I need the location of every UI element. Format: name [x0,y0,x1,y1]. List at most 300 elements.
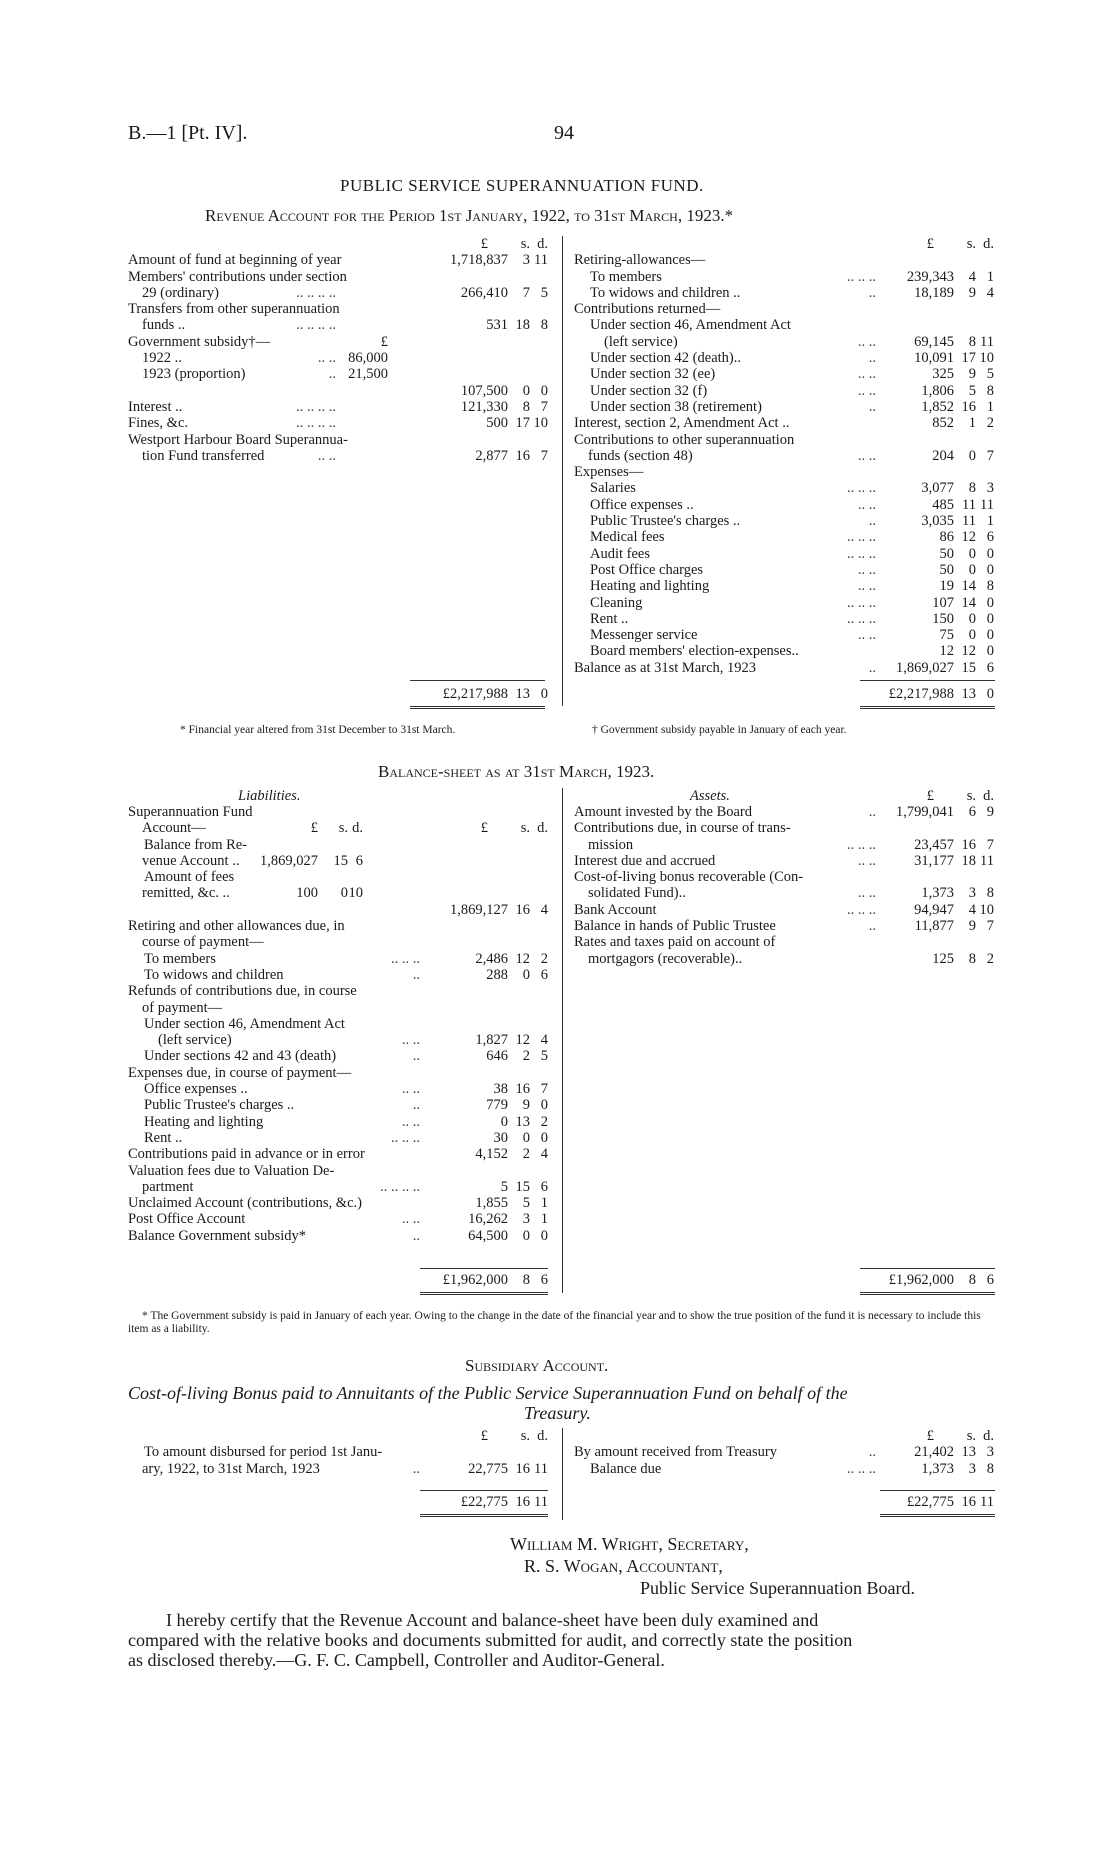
column-divider [562,236,563,706]
row-label: Account— [142,820,206,837]
liabilities-heading: Liabilities. [238,788,301,804]
table-row [128,285,548,301]
amount-shillings: 9 [968,366,976,383]
row-label: Amount of fund at beginning of year [128,252,342,269]
table-row [574,595,994,611]
table-row [574,317,994,333]
table-row [128,1163,548,1179]
amount-pence: 0 [986,545,994,562]
amount-pounds: 4,152 [475,1146,508,1163]
amount-pounds: 22,775 [468,1460,508,1477]
amount-shillings: 5 [522,1195,530,1212]
amount-pence: 6 [540,1178,548,1195]
amount-shillings: 18 [961,852,976,869]
table-row [574,804,994,820]
row-label: Post Office Account [128,1211,246,1228]
subtotal-value: 21,500 [348,366,388,383]
row-label: Office expenses .. [144,1081,248,1098]
leader-dots: .. .. [401,1211,420,1228]
table-row [128,415,548,431]
leader-dots: .. .. .. [391,1129,420,1146]
leader-dots: .. .. .. [847,1460,876,1477]
table-row [128,1211,548,1227]
rule [880,1490,995,1491]
amount-shillings: 12 [961,529,976,546]
amount-pence: 8 [986,578,994,595]
row-label: 29 (ordinary) [142,284,219,301]
row-label: Office expenses .. [590,496,694,513]
amount-pence: 10 [979,901,994,918]
amount-shillings: 9 [968,284,976,301]
amount-pounds: 5 [500,1178,508,1195]
table-row [574,643,994,659]
table-row [128,837,548,853]
col-head-shillings: s. [966,236,976,252]
amount-shillings: 13 [515,686,530,702]
sub-shillings: 0 [340,885,348,902]
table-row [574,660,994,676]
table-row [574,546,994,562]
amount-pounds: 1,718,837 [450,252,508,269]
col-head-pence: d. [537,1428,548,1444]
col-head-pounds: £ [480,236,488,252]
amount-shillings: 0 [968,545,976,562]
row-label: of payment— [142,999,223,1016]
amount-pounds: 86 [939,529,954,546]
table-row [128,853,548,869]
amount-pence: 0 [540,382,548,399]
amount-shillings: 16 [961,398,976,415]
table-row [128,934,548,950]
row-label: Balance from Re- [144,836,248,853]
amount-pounds: 10,091 [914,350,954,367]
leader-dots: .. .. .. [391,950,420,967]
amount-pence: 7 [986,836,994,853]
row-label: Balance Government subsidy* [128,1227,306,1244]
amount-pence: 6 [986,1272,994,1288]
amount-pounds: 31,177 [914,852,954,869]
table-row [128,902,548,918]
subsidiary-credits [574,1428,994,1477]
amount-pounds: £22,775 [460,1494,508,1510]
amount-shillings: 17 [961,350,976,367]
amount-pounds: 11,877 [914,918,954,935]
leader-dots: .. .. [857,627,876,644]
amount-pounds: 0 [500,1113,508,1130]
sub-pence: d. [352,820,363,837]
double-rule [860,1292,995,1295]
row-label: Contributions paid in advance or in error [128,1146,365,1163]
leader-dots: .. .. .. [847,594,876,611]
table-row [574,1494,994,1510]
row-label: funds (section 48) [588,447,693,464]
leader-dots: .. .. [857,366,876,383]
row-label: remitted, &c. .. [142,885,230,902]
amount-pounds: 21,402 [914,1444,954,1461]
leader-dots: .. [868,1444,876,1461]
table-row [128,317,548,333]
amount-pounds: 2,486 [475,950,508,967]
table-row [128,1097,548,1113]
column-divider [562,788,563,1293]
amount-pence: 11 [980,333,994,350]
table-row [574,432,994,448]
amount-pounds: 3,077 [921,480,954,497]
amount-pence: 7 [986,447,994,464]
amount-pounds: 75 [939,627,954,644]
leader-dots: .. .. .. .. [380,1178,420,1195]
table-row [128,252,548,268]
amount-pence: 0 [986,594,994,611]
table-row [574,301,994,317]
row-label: Salaries [590,480,636,497]
amount-pence: 8 [986,1460,994,1477]
row-label: Messenger service [590,627,698,644]
table-row [574,918,994,934]
row-label: Contributions returned— [574,301,721,318]
table-row [128,918,548,934]
table-row [574,686,994,702]
row-label: Bank Account [574,901,657,918]
table-row [128,885,548,901]
double-rule [860,706,995,709]
sub-pounds: £ [310,820,318,837]
amount-shillings: 12 [515,950,530,967]
amount-pence: 11 [534,252,548,269]
row-label: Valuation fees due to Valuation De- [128,1162,335,1179]
rule [860,1268,995,1269]
subtotal-value: 86,000 [348,350,388,367]
amount-pence: 3 [986,1444,994,1461]
table-row [574,1444,994,1460]
amount-shillings: 8 [968,333,976,350]
col-head-pounds: £ [926,788,934,804]
table-row [574,611,994,627]
leader-dots: .. .. .. [847,529,876,546]
amount-pence: 6 [540,1272,548,1288]
row-label: (left service) [158,1032,232,1049]
leader-dots: .. [328,366,336,383]
amount-pence: 11 [534,1460,548,1477]
assets-heading: Assets. [690,788,730,804]
col-head-pence: d. [537,820,548,837]
row-label: Board members' election-expenses.. [590,643,799,660]
amount-shillings: 2 [522,1048,530,1065]
amount-pounds: 69,145 [914,333,954,350]
amount-pence: 0 [986,561,994,578]
row-label: (left service) [604,333,678,350]
amount-pence: 0 [540,1129,548,1146]
table-row [128,399,548,415]
table-row [128,1048,548,1064]
row-label: Interest, section 2, Amendment Act .. [574,415,790,432]
col-head-pounds: £ [480,820,488,837]
table-row [128,269,548,285]
row-label: Under sections 42 and 43 (death) [144,1048,337,1065]
row-label: Fines, &c. [128,415,189,432]
amount-pence: 0 [540,1097,548,1114]
leader-dots: .. .. [857,852,876,869]
amount-pounds: 107 [932,594,954,611]
table-row [574,853,994,869]
sub-pence: 6 [355,852,363,869]
amount-pence: 9 [986,804,994,820]
leader-dots: .. .. .. [847,268,876,285]
amount-shillings: 8 [968,950,976,967]
sub-pounds: 1,869,027 [260,852,318,869]
amount-shillings: 8 [968,1272,976,1288]
document-reference: B.—1 [Pt. IV]. [128,122,248,144]
amount-pounds: 1,799,041 [896,804,954,820]
amount-pounds: 12 [939,643,954,660]
table-row [574,869,994,885]
amount-pounds: 852 [932,415,954,432]
row-label: Public Trustee's charges .. [590,513,741,530]
amount-pounds: 500 [486,415,508,432]
amount-pounds: 3,035 [921,513,954,530]
table-row [128,334,548,350]
amount-shillings: 3 [522,252,530,269]
row-label: Cleaning [590,594,643,611]
row-label: venue Account .. [142,852,240,869]
table-row [574,285,994,301]
table-row [574,885,994,901]
table-row [574,464,994,480]
row-label: Balance as at 31st March, 1923 [574,659,757,676]
table-row [128,820,548,836]
amount-shillings: 8 [522,1272,530,1288]
amount-pence: 0 [986,627,994,644]
subsidiary-total-left [128,1494,548,1510]
amount-pence: 2 [986,415,994,432]
table-row [128,383,548,399]
amount-pence: 0 [986,643,994,660]
column-heads [574,1428,994,1444]
leader-dots: .. [868,398,876,415]
table-row [574,1272,994,1288]
amount-pounds: 646 [486,1048,508,1065]
table-row [574,529,994,545]
amount-shillings: 3 [522,1211,530,1228]
amount-pence: 8 [540,317,548,334]
row-label: Members' contributions under section [128,268,347,285]
table-row [574,578,994,594]
row-label: Unclaimed Account (contributions, &c.) [128,1195,362,1212]
table-row [128,686,548,702]
table-row [128,1065,548,1081]
table-row [128,1179,548,1195]
amount-pounds: 239,343 [906,268,954,285]
leader-dots: .. [412,1227,420,1244]
table-row [574,902,994,918]
amount-pounds: 1,869,027 [896,659,954,676]
table-row [128,804,548,820]
table-row [128,983,548,999]
row-label: tion Fund transferred [142,447,265,464]
table-row [128,1494,548,1510]
table-row [128,951,548,967]
table-row [574,1461,994,1477]
amount-pounds: 288 [486,966,508,983]
row-label: Heating and lighting [144,1113,264,1130]
amount-shillings: 13 [515,1113,530,1130]
table-row [574,934,994,950]
row-label: Westport Harbour Board Superannua- [128,431,348,448]
amount-shillings: 0 [968,610,976,627]
amount-pounds: £2,217,988 [442,686,508,702]
table-row [128,301,548,317]
amount-pence: 4 [986,284,994,301]
table-row [128,366,548,382]
amount-pounds: 1,806 [921,382,954,399]
amount-pounds: 150 [932,610,954,627]
row-label: solidated Fund).. [588,885,686,902]
column-heads [128,236,548,252]
amount-pounds: 38 [493,1081,508,1098]
table-row [574,269,994,285]
col-head-pounds: £ [926,236,934,252]
amount-shillings: 16 [515,447,530,464]
amount-pence: 2 [540,950,548,967]
column-heads [574,788,994,804]
amount-shillings: 8 [522,398,530,415]
leader-dots: .. .. .. .. [296,317,336,334]
amount-pounds: 485 [932,496,954,513]
row-label: funds .. [142,317,186,334]
subtotal-value: £ [380,333,388,350]
row-label: Under section 32 (ee) [590,366,716,383]
amount-pounds: 1,869,127 [450,901,508,918]
amount-shillings: 9 [968,918,976,935]
amount-shillings: 15 [961,659,976,676]
amount-shillings: 4 [968,901,976,918]
leader-dots: .. [412,1460,420,1477]
table-row [128,1272,548,1288]
amount-shillings: 0 [522,1227,530,1244]
amount-shillings: 14 [961,594,976,611]
row-label: Expenses due, in course of payment— [128,1064,352,1081]
amount-pence: 1 [540,1211,548,1228]
leader-dots: .. .. .. [847,901,876,918]
amount-shillings: 17 [515,415,530,432]
row-label: Public Trustee's charges .. [144,1097,295,1114]
table-row [574,252,994,268]
row-label: Expenses— [574,464,644,481]
amount-pounds: 1,827 [475,1032,508,1049]
revenue-receipts [128,236,548,464]
amount-shillings: 16 [961,836,976,853]
amount-pence: 6 [986,659,994,676]
table-row [574,951,994,967]
amount-pounds: 204 [932,447,954,464]
column-divider [562,1428,563,1520]
col-head-pence: d. [983,236,994,252]
row-label: Amount invested by the Board [574,804,753,820]
amount-pounds: £22,775 [906,1494,954,1510]
row-label: To members [590,268,662,285]
signature-secretary: William M. Wright, Secretary, [510,1534,749,1554]
amount-shillings: 12 [515,1032,530,1049]
row-label: Balance due [590,1460,662,1477]
row-label: Refunds of contributions due, in course [128,983,357,1000]
leader-dots: .. [868,350,876,367]
row-label: 1922 .. [142,350,182,367]
row-label: mortgagors (recoverable).. [588,950,743,967]
amount-pence: 1 [986,513,994,530]
row-label: Transfers from other superannuation [128,301,340,318]
row-label: Medical fees [590,529,665,546]
col-head-pence: d. [983,1428,994,1444]
amount-pounds: 64,500 [468,1227,508,1244]
row-label: Under section 46, Amendment Act [144,1015,345,1032]
certificate-line-3: as disclosed thereby.—G. F. C. Campbell, Controller and Auditor-General. [128,1650,665,1670]
amount-shillings: 16 [515,1460,530,1477]
assets-table [574,804,994,967]
table-row [128,1228,548,1244]
rule [860,680,995,681]
signature-board: Public Service Superannuation Board. [640,1578,915,1598]
balance-total-right [574,1272,994,1288]
amount-pounds: 121,330 [460,398,508,415]
amount-pence: 11 [534,1494,548,1510]
amount-shillings: 15 [515,1178,530,1195]
table-row [574,415,994,431]
amount-shillings: 11 [962,496,976,513]
amount-pounds: 325 [932,366,954,383]
revenue-footnote-star: * Financial year altered from 31st December to 31st March. [180,724,456,736]
col-head-pounds: £ [480,1428,488,1444]
leader-dots: .. [868,284,876,301]
column-heads [574,236,994,252]
table-row [128,448,548,464]
row-label: To members [144,950,216,967]
amount-pence: 4 [540,901,548,918]
table-row [574,513,994,529]
revenue-account-title: Revenue Account for the Period 1st January, 1922, to 31st March, 1923.* [205,206,734,225]
row-label: Interest due and accrued [574,852,716,869]
liabilities-table [128,804,548,1244]
table-row [128,967,548,983]
amount-pence: 11 [980,852,994,869]
row-label: Cost-of-living bonus recoverable (Con- [574,869,804,886]
col-head-shillings: s. [520,236,530,252]
rule [420,1490,548,1491]
row-label: Balance in hands of Public Trustee [574,918,776,935]
table-row [128,869,548,885]
row-label: Heating and lighting [590,578,710,595]
leader-dots: .. [868,513,876,530]
amount-shillings: 7 [522,284,530,301]
amount-pounds: 2,877 [475,447,508,464]
col-head-pounds: £ [926,1428,934,1444]
revenue-footnote-dagger: † Government subsidy payable in January of each year. [592,724,847,736]
subsidiary-total-right [574,1494,994,1510]
amount-shillings: 12 [961,643,976,660]
table-row [574,383,994,399]
col-head-pence: d. [537,236,548,252]
amount-shillings: 16 [515,1494,530,1510]
amount-pence: 7 [540,398,548,415]
amount-pence: 2 [540,1113,548,1130]
leader-dots: .. [412,966,420,983]
table-row [128,1195,548,1211]
row-label: Superannuation Fund [128,804,253,820]
leader-dots: .. .. [857,333,876,350]
amount-pounds: £1,962,000 [888,1272,954,1288]
column-heads [128,1428,548,1444]
amount-pence: 11 [980,496,994,513]
amount-pence: 1 [986,398,994,415]
